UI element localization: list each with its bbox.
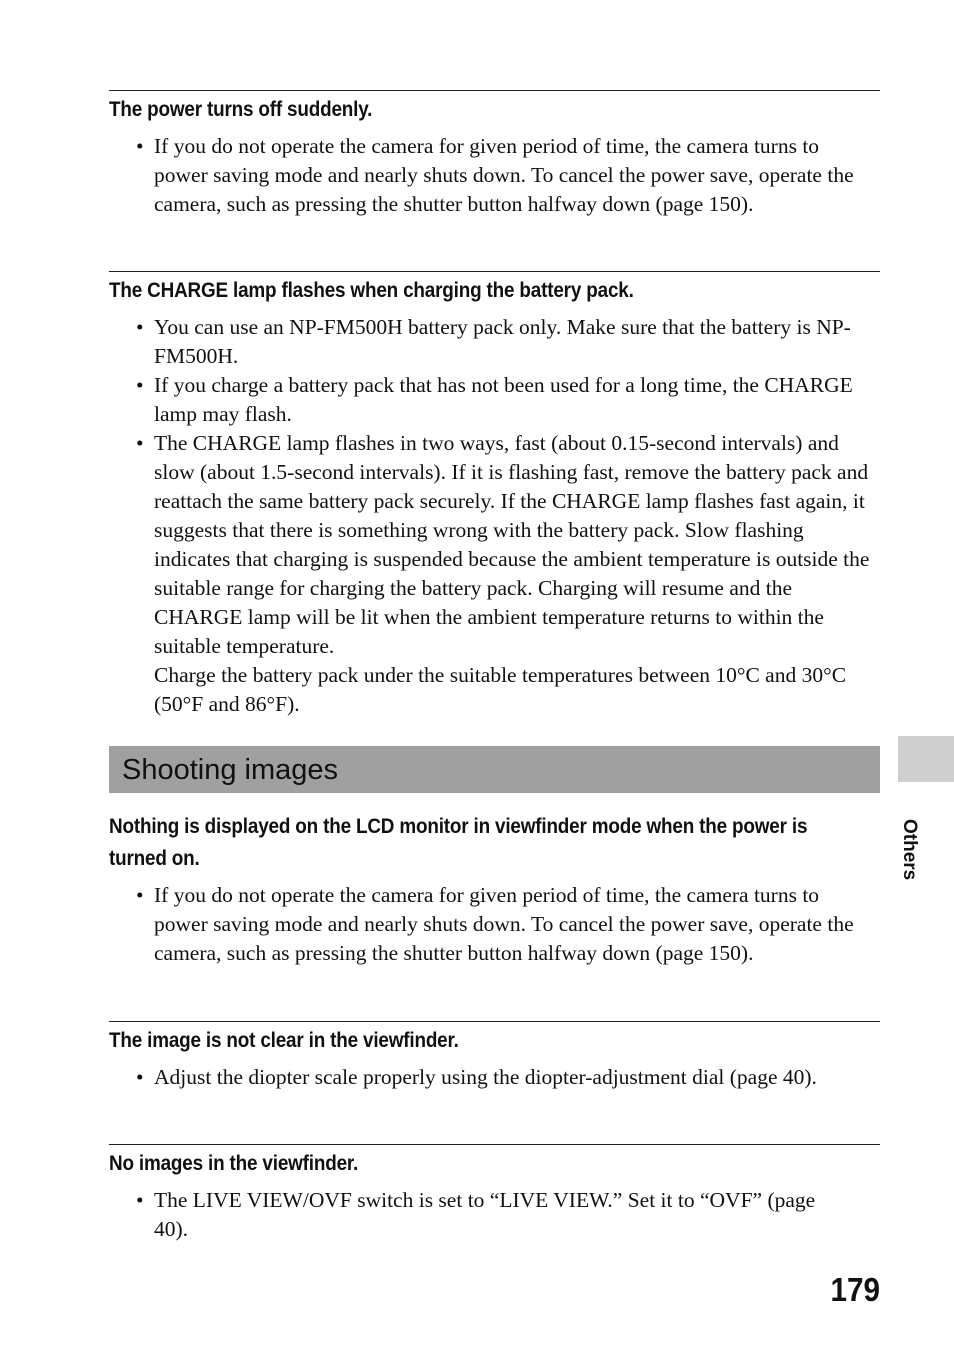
bullet-text: The CHARGE lamp flashes in two ways, fast (about 0.15-second intervals) and slow (about 1.5-second intervals). If it is flashing fast, remove the battery pack and reattach the same battery pack securely. If the CHARGE lamp flashes fast again, it suggests that there is something wrong with the battery pack. Slow flashing indicates that charging is suspended because the ambient temperature is outside the suitable range for charging the battery pack. Charging will resume and the CHARGE lamp will be lit when the ambient temperature returns to within the suitable temperature. (154, 431, 870, 658)
topic-power-off (109, 90, 880, 219)
list-item (109, 429, 880, 719)
bullet-text: If you charge a battery pack that has not been used for a long time, the CHARGE lamp may flash. (154, 373, 853, 426)
side-tab-marker (898, 736, 954, 782)
bullet-text: The LIVE VIEW/OVF switch is set to “LIVE VIEW.” Set it to “OVF” (page 40). (154, 1188, 816, 1241)
list-item (109, 132, 876, 219)
list-item (109, 1063, 834, 1092)
list-item (109, 313, 879, 371)
list-item (109, 881, 876, 968)
topic-no-viewfinder-image (109, 1144, 880, 1244)
bullet-list (109, 881, 880, 968)
section-header (109, 746, 880, 793)
section-title: Shooting images (122, 754, 339, 786)
page-number: 179 (830, 1271, 880, 1308)
bullet-marker: • (136, 373, 144, 397)
topic-title: No images in the viewfinder. (109, 1152, 359, 1175)
bullet-marker: • (136, 315, 144, 339)
bullet-text: If you do not operate the camera for given period of time, the camera turns to power saving mode and nearly shuts down. To cancel the power save, operate the camera, such as pressing the shutter button halfway down (page 150). (154, 883, 854, 965)
bullet-marker: • (136, 134, 144, 158)
bullet-marker: • (136, 431, 144, 455)
topic-title: The power turns off suddenly. (109, 98, 373, 121)
bullet-marker: • (136, 1065, 144, 1089)
bullet-marker: • (136, 883, 144, 907)
bullet-text: If you do not operate the camera for given period of time, the camera turns to power saving mode and nearly shuts down. To cancel the power save, operate the camera, such as pressing the shutter button halfway down (page 150). (154, 134, 854, 216)
side-tab-label: Others (899, 819, 920, 881)
bullet-list (109, 1186, 880, 1244)
topic-title: Nothing is displayed on the LCD monitor in viewfinder mode when the power is turned on. (109, 815, 808, 870)
bullet-text: You can use an NP-FM500H battery pack only. Make sure that the battery is NP-FM500H. (154, 315, 851, 368)
bullet-text: Adjust the diopter scale properly using the diopter-adjustment dial (page 40). (154, 1065, 817, 1089)
topic-lcd-blank (109, 811, 880, 968)
bullet-list (109, 132, 879, 219)
list-item (109, 1186, 854, 1244)
bullet-list (109, 1063, 880, 1092)
topic-viewfinder-unclear (109, 1021, 880, 1092)
topic-charge-lamp (109, 271, 880, 719)
list-item (109, 371, 866, 429)
topic-title: The image is not clear in the viewfinder. (109, 1029, 459, 1052)
bullet-marker: • (136, 1188, 144, 1212)
topic-title: The CHARGE lamp flashes when charging the battery pack. (109, 279, 634, 302)
bullet-continuation: Charge the battery pack under the suitable temperatures between 10°C and 30°C (50°F and 86°F). (154, 663, 847, 716)
bullet-list (109, 313, 880, 719)
